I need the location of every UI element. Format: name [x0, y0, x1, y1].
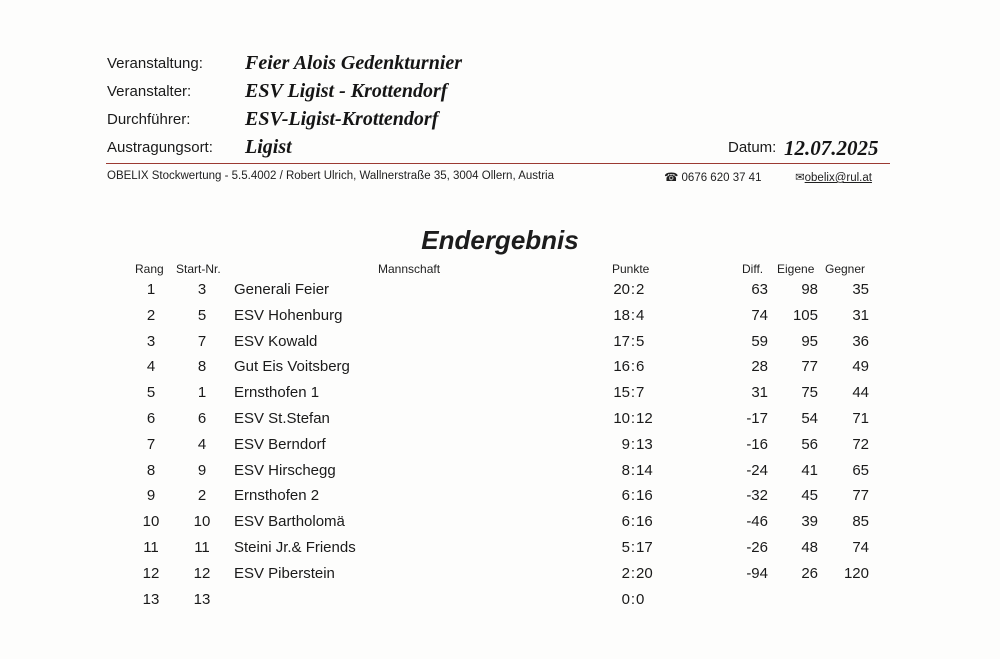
cell-p2: 13: [636, 435, 653, 453]
col-diff: Diff.: [742, 262, 764, 276]
cell-p1: 10: [613, 410, 630, 427]
cell-p2: 20: [636, 564, 653, 582]
cell-diff: -17: [746, 410, 768, 427]
cell-team: Ernsthofen 1: [234, 384, 320, 402]
cell-rang: 7: [146, 435, 156, 453]
cell-gegner: 44: [852, 384, 869, 402]
cell-gegner: 85: [852, 513, 869, 531]
cell-team: Gut Eis Voitsberg: [234, 358, 350, 376]
results-title: Endergebnis: [421, 225, 579, 255]
col-eigene: Eigene: [777, 262, 815, 276]
cell-diff: 63: [751, 281, 768, 298]
cell-p1: 2: [621, 564, 630, 582]
cell-rang: 9: [146, 487, 156, 505]
points-separator: :: [630, 332, 636, 350]
cell-p1: 6: [621, 487, 630, 505]
cell-diff: 28: [751, 358, 768, 376]
cell-p2: 2: [636, 281, 645, 298]
cell-p2: 0: [636, 590, 645, 608]
cell-diff: -46: [746, 513, 768, 531]
points-separator: :: [630, 513, 636, 531]
organizer-value: ESV Ligist - Krottendorf: [245, 80, 448, 102]
cell-diff: 31: [751, 384, 768, 402]
cell-start: 12: [193, 564, 211, 582]
cell-team: ESV Kowald: [234, 332, 318, 350]
cell-p1: 9: [621, 435, 630, 453]
cell-rang: 3: [146, 332, 156, 350]
cell-team: Ernsthofen 2: [234, 487, 320, 505]
cell-p2: 4: [636, 306, 645, 324]
cell-gegner: 120: [843, 564, 869, 582]
cell-p2: 14: [636, 461, 653, 479]
cell-p1: 0: [621, 590, 630, 608]
cell-team: Generali Feier: [234, 281, 330, 298]
points-separator: :: [630, 590, 636, 608]
cell-team: ESV Bartholomä: [234, 513, 345, 531]
cell-rang: 2: [146, 306, 156, 324]
cell-eigene: 54: [801, 410, 818, 427]
cell-eigene: 75: [801, 384, 818, 402]
cell-eigene: 77: [801, 358, 818, 376]
cell-eigene: 26: [801, 564, 818, 582]
cell-gegner: 36: [852, 332, 869, 350]
cell-p2: 6: [636, 358, 645, 376]
cell-eigene: 48: [801, 539, 818, 556]
points-separator: :: [630, 358, 636, 376]
cell-eigene: 95: [801, 332, 818, 350]
cell-rang: 4: [146, 358, 156, 376]
cell-gegner: 71: [852, 410, 869, 427]
points-separator: :: [630, 435, 636, 453]
cell-eigene: 105: [792, 306, 818, 324]
cell-p2: 17: [636, 539, 653, 556]
cell-gegner: 49: [852, 358, 869, 376]
cell-gegner: 31: [852, 306, 869, 324]
col-punkte: Punkte: [612, 262, 650, 276]
date-value: 12.07.2025: [784, 136, 879, 160]
cell-diff: 59: [751, 332, 768, 350]
cell-start: 2: [197, 487, 207, 505]
cell-diff: -32: [746, 487, 768, 505]
cell-start: 13: [193, 590, 211, 608]
cell-team: ESV Hohenburg: [234, 306, 343, 324]
cell-team: ESV St.Stefan: [234, 410, 330, 427]
cell-p2: 5: [636, 332, 645, 350]
cell-rang: 11: [143, 539, 159, 556]
cell-gegner: 72: [852, 435, 869, 453]
phone-icon: ☎: [664, 172, 679, 184]
col-start-nr: Start-Nr.: [176, 262, 221, 276]
cell-start: 9: [197, 461, 207, 479]
cell-start: 1: [197, 384, 207, 402]
executor-label: Durchführer:: [107, 111, 191, 128]
points-separator: :: [630, 410, 636, 427]
cell-eigene: 56: [801, 435, 818, 453]
cell-p1: 20: [613, 281, 630, 298]
organizer-label: Veranstalter:: [107, 83, 192, 100]
cell-rang: 10: [142, 513, 160, 531]
cell-diff: 74: [751, 306, 768, 324]
col-rang: Rang: [135, 262, 164, 276]
cell-p1: 17: [613, 332, 630, 350]
venue-label: Austragungsort:: [107, 139, 213, 156]
venue-value: Ligist: [245, 136, 292, 158]
software-info: OBELIX Stockwertung - 5.5.4002 / Robert Ulrich, Wallnerstraße 35, 3004 Ollern, Austria: [107, 170, 555, 182]
cell-start: 6: [197, 410, 207, 427]
executor-value: ESV-Ligist-Krottendorf: [245, 108, 439, 130]
cell-p1: 16: [613, 358, 630, 376]
cell-start: 8: [197, 358, 207, 376]
event-value: Feier Alois Gedenkturnier: [245, 52, 463, 74]
cell-p1: 5: [621, 539, 630, 556]
cell-diff: -24: [746, 461, 768, 479]
envelope-icon: ✉: [795, 172, 805, 184]
cell-p1: 15: [613, 384, 630, 402]
cell-gegner: 74: [852, 539, 869, 556]
cell-team: ESV Piberstein: [234, 564, 335, 582]
cell-start: 5: [197, 306, 207, 324]
cell-team: ESV Berndorf: [234, 435, 326, 453]
cell-rang: 6: [146, 410, 156, 427]
cell-gegner: 65: [852, 461, 869, 479]
event-label: Veranstaltung:: [107, 55, 203, 72]
col-gegner: Gegner: [825, 262, 866, 276]
points-separator: :: [630, 564, 636, 582]
points-separator: :: [630, 487, 636, 505]
cell-p2: 16: [636, 513, 653, 531]
cell-rang: 12: [142, 564, 160, 582]
cell-diff: -26: [746, 539, 768, 556]
cell-eigene: 45: [801, 487, 818, 505]
cell-gegner: 77: [852, 487, 869, 505]
cell-start: 11: [194, 539, 210, 556]
cell-start: 3: [197, 281, 207, 298]
cell-p2: 12: [636, 410, 653, 427]
cell-start: 7: [197, 332, 207, 350]
cell-rang: 8: [146, 461, 156, 479]
cell-p1: 18: [613, 306, 630, 324]
cell-eigene: 98: [801, 281, 818, 298]
cell-start: 10: [193, 513, 211, 531]
cell-diff: -94: [746, 564, 768, 582]
points-separator: :: [630, 384, 636, 402]
points-separator: :: [630, 306, 636, 324]
cell-rang: 1: [146, 281, 156, 298]
cell-rang: 5: [146, 384, 156, 402]
cell-start: 4: [197, 435, 207, 453]
cell-diff: -16: [746, 435, 768, 453]
points-separator: :: [630, 461, 636, 479]
col-mannschaft: Mannschaft: [378, 262, 441, 276]
cell-team: ESV Hirschegg: [234, 461, 336, 479]
header-divider: [106, 163, 890, 164]
email-link[interactable]: obelix@rul.at: [804, 172, 872, 184]
date-label: Datum:: [728, 139, 777, 156]
cell-eigene: 39: [801, 513, 818, 531]
cell-rang: 13: [142, 590, 160, 608]
phone-number: 0676 620 37 41: [681, 172, 762, 184]
points-separator: :: [630, 281, 636, 298]
cell-p2: 16: [636, 487, 653, 505]
phone-info: [664, 170, 761, 184]
points-separator: :: [630, 539, 636, 556]
cell-gegner: 35: [852, 281, 869, 298]
cell-eigene: 41: [801, 461, 818, 479]
cell-p1: 6: [621, 513, 630, 531]
email-info: [795, 170, 872, 184]
cell-p1: 8: [621, 461, 630, 479]
cell-team: Steini Jr.& Friends: [234, 539, 356, 556]
cell-p2: 7: [636, 384, 645, 402]
